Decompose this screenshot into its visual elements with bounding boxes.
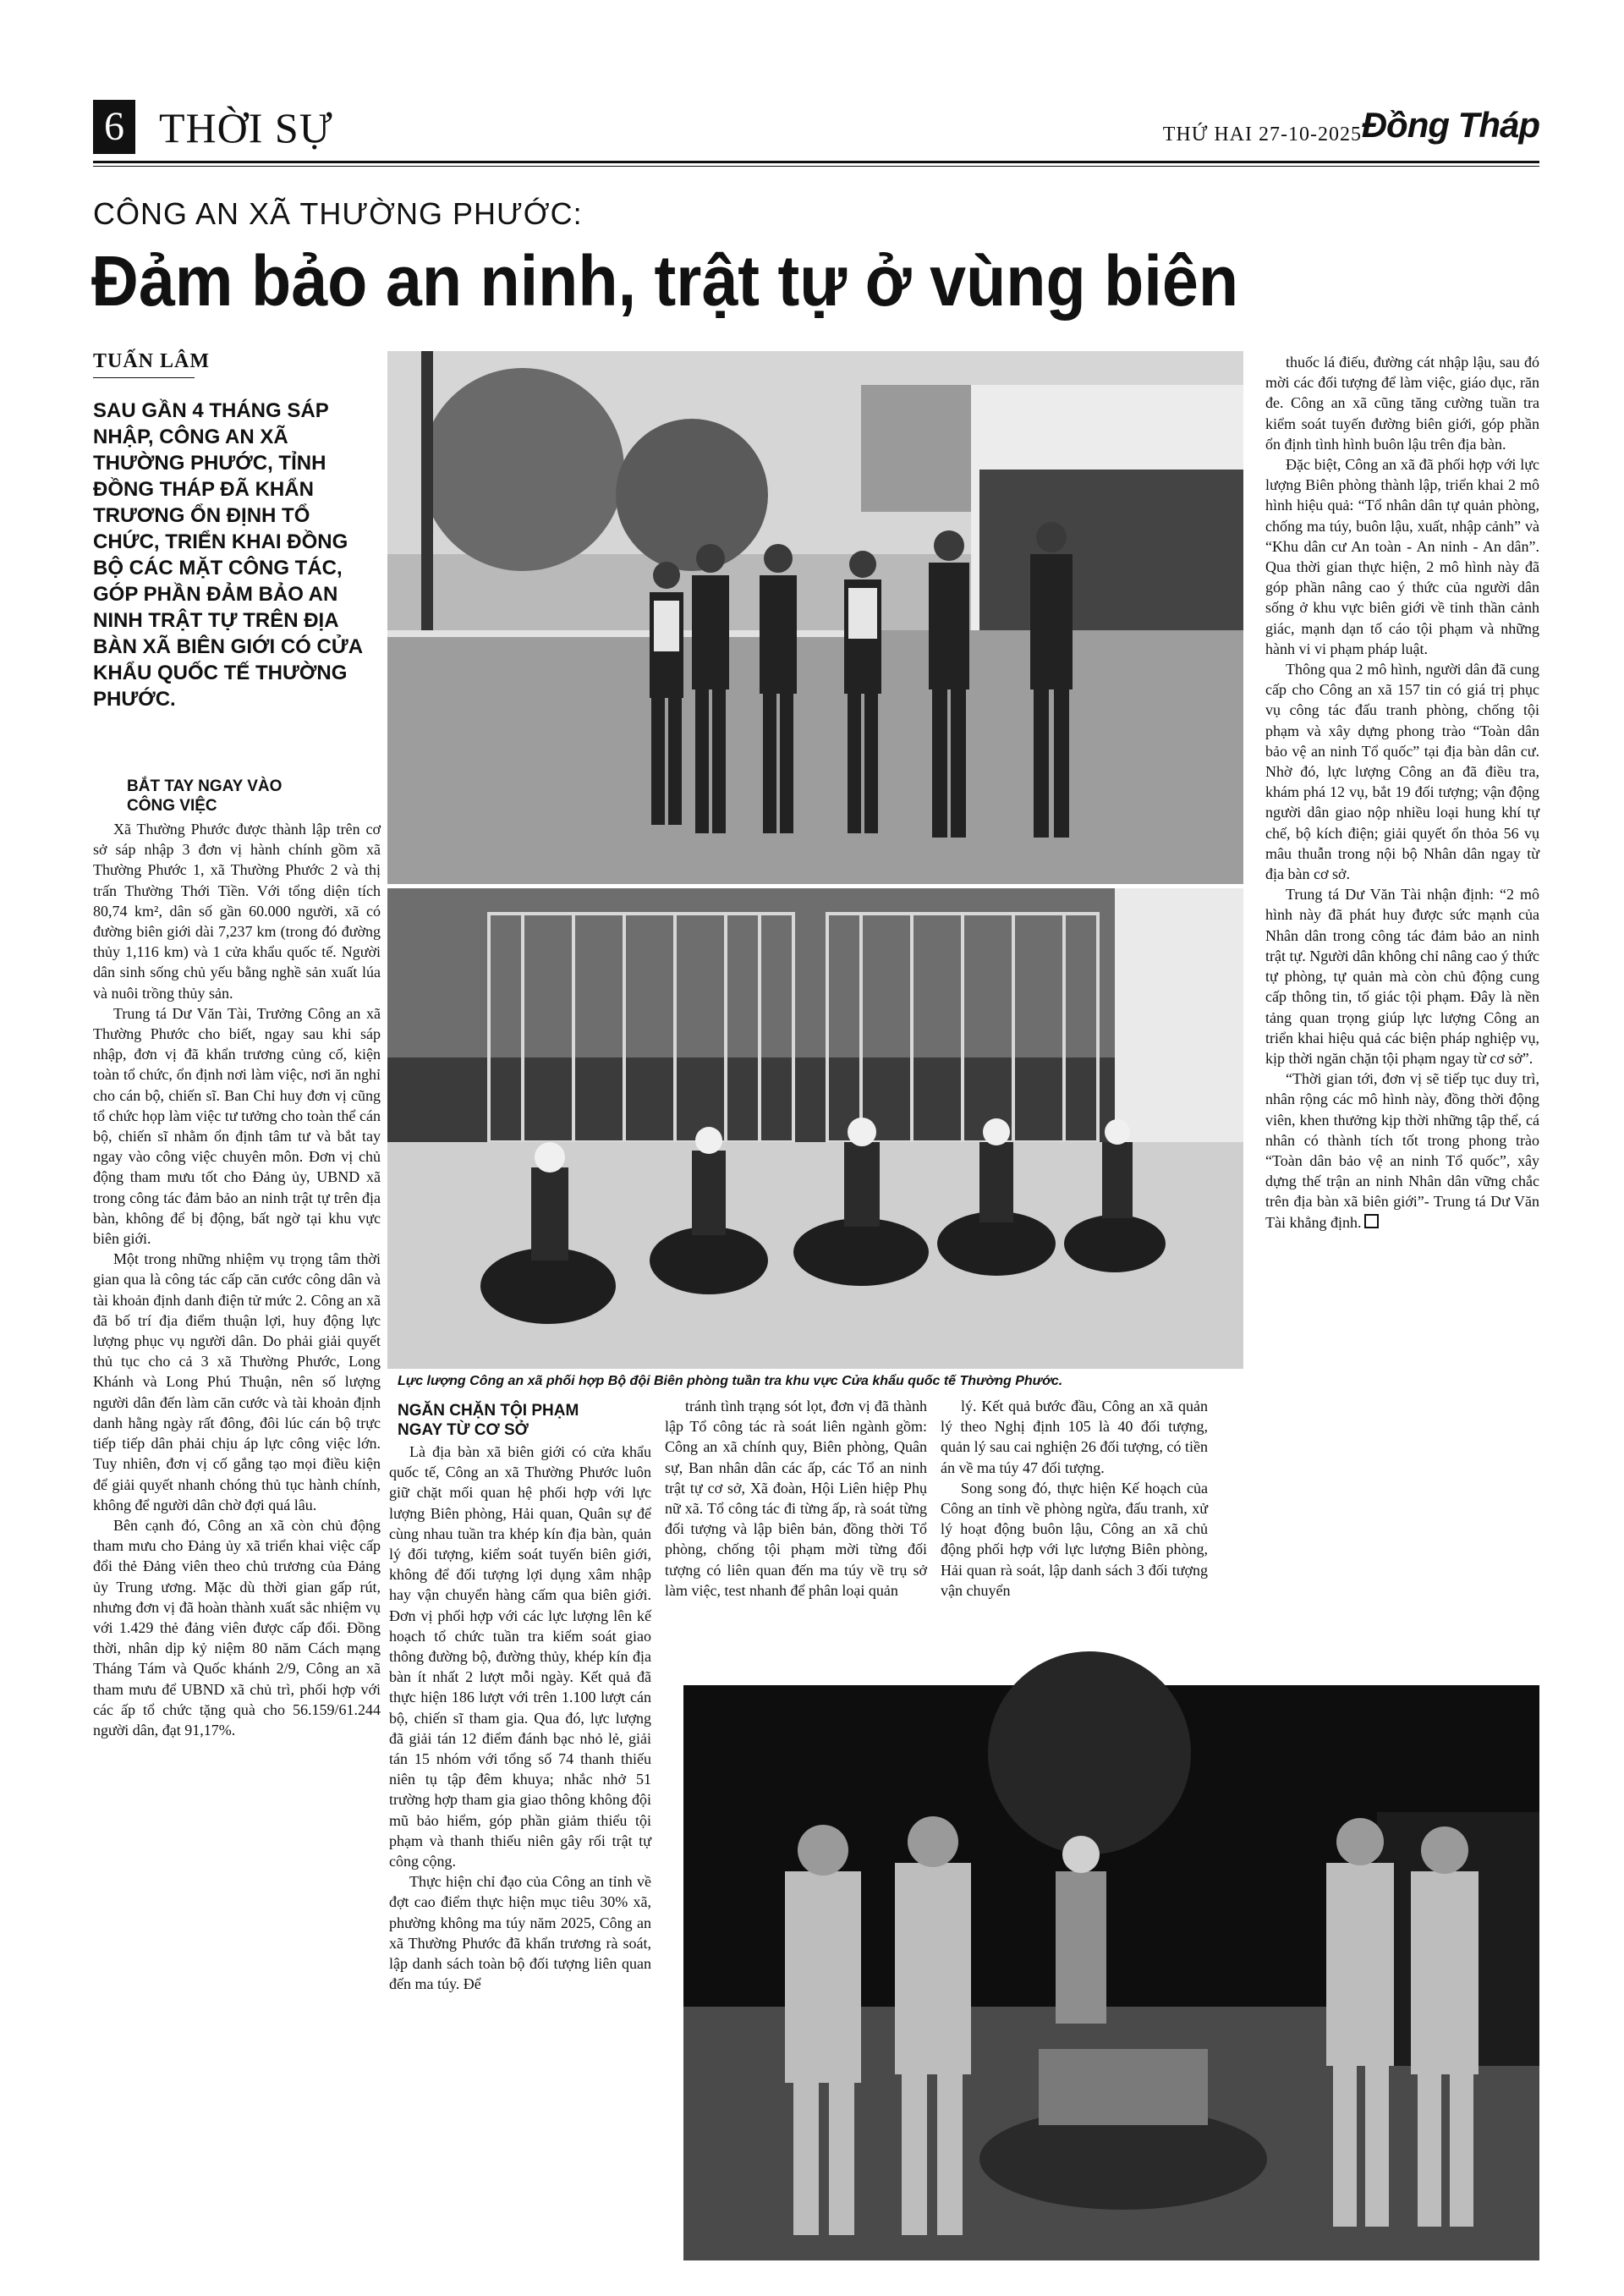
photo-motorbike-patrol: [387, 888, 1243, 1369]
paragraph: Đặc biệt, Công an xã đã phối hợp với lực lượng Biên phòng thành lập, triển khai 2 mô hình hiệu quả: “Tổ nhân dân tự quản phòng, chống ma túy, buôn lậu, xuất, nhập cảnh” và “Khu dân cư An toàn - An ninh - An dân”. Qua thời gian thực hiện, 2 mô hình này đã góp phần nâng cao ý thức của người dân sống ở khu vực biên giới về tinh thần cảnh giác, mạnh dạn tố cáo tội phạm và những hành vi vi phạm pháp luật.: [1265, 456, 1539, 657]
paragraph: Thực hiện chỉ đạo của Công an tỉnh về đợt cao điểm thực hiện mục tiêu 30% xã, phường không ma túy năm 2025, Công an xã Thường Phước đã khẩn trương rà soát, lập danh sách toàn bộ đối tượng liên quan đến ma túy. Để: [389, 1873, 651, 1993]
issue-date: THỨ HAI 27-10-2025: [1162, 124, 1362, 146]
masthead-rule-thin: [93, 166, 1539, 167]
paragraph: tránh tình trạng sót lọt, đơn vị đã thành lập Tổ công tác rà soát liên ngành gồm: Công an xã chính quy, Biên phòng, Quân sự, Ban nhân dân các ấp, các Tổ an ninh trật tự cơ sở, Xã đoàn, Hội Liên hiệp Phụ nữ xã. Tổ công tác đi từng ấp, rà soát từng đối tượng và lập biên bản, đồng thời Tổ phòng, chống tội phạm mời từng đối tượng có liên quan đến ma túy về trụ sở làm việc, test nhanh để phân loại quản: [665, 1398, 927, 1599]
paragraph: Thông qua 2 mô hình, người dân đã cung cấp cho Công an xã 157 tin có giá trị phục vụ công tác đấu tranh phòng, chống tội phạm và xây dựng phong trào “Toàn dân bảo vệ an ninh Tổ quốc” tại địa bàn dân cư. Nhờ đó, lực lượng Công an đã điều tra, khám phá 12 vụ, bắt 19 đối tượng; vận động người dân giao nộp nhiều loại hung khí tự chế, bộ kích điện; giải quyết ổn thỏa 56 vụ mâu thuẫn trong nội bộ Nhân dân ngay từ địa bàn cơ sở.: [1265, 661, 1539, 883]
paragraph: Trung tá Dư Văn Tài, Trưởng Công an xã Thường Phước cho biết, ngay sau khi sáp nhập, đơn vị đã khẩn trương củng cố, kiện toàn tổ chức, ổn định nơi làm việc, nơi ăn nghỉ cho cán bộ, chiến sĩ. Ban Chỉ huy đơn vị cũng tổ chức họp làm việc tư tưởng cho toàn thể cán bộ, chiến sĩ nhằm ổn định tâm tư và bắt tay ngay vào công việc chuyên môn. Đơn vị chủ động tham mưu tốt cho Đảng ủy, UBND xã trong công tác đảm bảo an ninh trật tự trên địa bàn, không để bị động, bất ngờ tại khu vực biên giới.: [93, 1004, 381, 1248]
masthead-rule: [93, 161, 1539, 163]
paragraph: Là địa bàn xã biên giới có cửa khẩu quốc tế, Công an xã Thường Phước luôn giữ chặt mối quan hệ phối hợp với lực lượng Biên phòng, Hải quan, Quân sự để cùng nhau tuần tra khép kín địa bàn, quản lý đối tượng, kiểm soát tuyến biên giới, không để đối tượng lợi dụng xâm nhập hay vận chuyển hàng cấm qua biên giới. Đơn vị phối hợp với các lực lượng lên kế hoạch tổ chức tuần tra kiểm soát giao thông đường bộ, đường thủy, khép kín địa bàn ít nhất 2 lượt mỗi ngày. Kết quả đã thực hiện 186 lượt với trên 1.100 lượt cán bộ, chiến sĩ tham gia. Qua đó, lực lượng đã giải tán 12 điểm đánh bạc nhỏ lẻ, giải tán 15 nhóm với tổng số 74 thanh thiếu niên tụ tập đêm khuya; nhắc nhở 51 trường hợp tham gia giao thông không đội mũ bảo hiểm, góp phần giảm thiểu tội phạm và thanh thiếu niên gây rối trật tự công cộng.: [389, 1443, 651, 1870]
photo-officers-at-border-gate: [387, 351, 1243, 884]
paragraph: Bên cạnh đó, Công an xã còn chủ động tham mưu cho Đảng ủy xã triển khai việc cấp đổi thẻ Đảng viên theo chủ trương của Đảng ủy Trung ương. Mặc dù thời gian gấp rút, nhưng đơn vị đã hoàn thành xuất sắc nhiệm vụ với 1.429 thẻ đảng viên được cấp đổi. Đồng thời, nhân dịp kỷ niệm 80 năm Cách mạng Tháng Tám và Quốc khánh 2/9, Công an xã tham mưu để UBND xã chủ trì, phối hợp với các ấp tổ chức tặng quà cho 56.159/61.244 người dân, đạt 91,17%.: [93, 1516, 381, 1738]
subhead-2: NGĂN CHẶN TỘI PHẠM NGAY TỪ CƠ SỞ: [398, 1402, 579, 1439]
paragraph: Trung tá Dư Văn Tài nhận định: “2 mô hình này đã phát huy được sức mạnh của Nhân dân trong công tác đảm bảo an ninh trật tự. Người dân không chỉ nâng cao ý thức tự phòng, tự quản mà còn chủ động cung cấp thông tin, tố giác tội phạm. Đây là nền tảng quan trọng giúp lực lượng Công an triển khai hiệu quả các biện pháp nghiệp vụ, kịp thời ngăn chặn tội phạm ngay từ cơ sở”.: [1265, 886, 1539, 1067]
article-kicker: CÔNG AN XÃ THƯỜNG PHƯỚC:: [93, 196, 583, 231]
article-column-5: [1265, 352, 1539, 1672]
photo-caption: Lực lượng Công an xã phối hợp Bộ đội Biên phòng tuần tra khu vực Cửa khẩu quốc tế Thường Phước.: [398, 1374, 1063, 1388]
paragraph: thuốc lá điếu, đường cát nhập lậu, sau đó mời các đối tượng để làm việc, giáo dục, răn đe. Công an xã cũng tăng cường tuần tra kiểm soát tuyến đường biên giới, góp phần ổn định tình hình buôn lậu trên địa bàn.: [1265, 354, 1539, 453]
article-column-2: [389, 1442, 651, 2271]
section-title: THỜI SỰ: [159, 104, 333, 151]
article-author: TUẤN LÂM: [93, 350, 210, 372]
paragraph: Song song đó, thực hiện Kế hoạch của Công an tỉnh về phòng ngừa, đấu tranh, xử lý hoạt động buôn lậu, Công an xã chủ động phối hợp với lực lượng Biên phòng, Hải quan rà soát, lập danh sách 3 đối tượng vận chuyển: [941, 1479, 1208, 1599]
paragraph: Một trong những nhiệm vụ trọng tâm thời gian qua là công tác cấp căn cước công dân và tài khoản định danh điện tử mức 2. Công an xã đã bố trí địa điểm thuận lợi, huy động lực lượng phục vụ người dân. Do phải giải quyết thủ tục cho cả 3 xã Thường Phước, Long Khánh và Long Phú Thuận, nên số lượng người dân đến làm căn cước và tài khoản định danh hằng ngày rất đông, đôi lúc cán bộ trực tiếp tiếp dân phải chịu áp lực công việc lớn. Tuy nhiên, đơn vị cố gắng tạo mọi điều kiện để giải quyết nhanh chóng thủ tục hành chính, không để người dân chờ đợi quá lâu.: [93, 1250, 381, 1513]
article-column-4: [941, 1396, 1208, 1599]
article-column-1: [93, 819, 381, 2257]
paragraph: “Thời gian tới, đơn vị sẽ tiếp tục duy trì, nhân rộng các mô hình này, đồng thời động viên, khen thưởng kịp thời những tập thể, cá nhân có thành tích tốt trong phong trào “Toàn dân bảo vệ an ninh Tổ quốc”, xây dựng thế trận an ninh Nhân dân vững chắc trên địa bàn xã biên giới”- Trung tá Dư Văn Tài khẳng định.: [1265, 1070, 1539, 1231]
paragraph: lý. Kết quả bước đầu, Công an xã quản lý theo Nghị định 105 là 40 đối tượng, quản lý sau cai nghiện 26 đối tượng, có tiền án về ma túy 47 đối tượng.: [941, 1398, 1208, 1476]
article-headline: Đảm bảo an ninh, trật tự ở vùng biên: [91, 241, 1239, 321]
end-mark-icon: [1364, 1214, 1379, 1228]
masthead: [93, 100, 1539, 159]
article-column-3: [665, 1396, 927, 1599]
author-rule: [93, 377, 195, 378]
paragraph: Xã Thường Phước được thành lập trên cơ sở sáp nhập 3 đơn vị hành chính gồm xã Thường Phước 1, xã Thường Phước 2 và thị trấn Thường Thới Tiền. Với tổng diện tích 80,74 km², dân số gần 60.000 người, xã có đường biên giới dài 7,237 km (trong đó đường thủy 1,116 km) và 1 cửa khẩu quốc tế. Người dân sinh sống chủ yếu bằng nghề sản xuất lúa và nuôi trồng thủy sản.: [93, 821, 381, 1002]
article-sapo: SAU GẦN 4 THÁNG SÁP NHẬP, CÔNG AN XÃ THƯỜNG PHƯỚC, TỈNH ĐỒNG THÁP ĐÃ KHẨN TRƯƠNG ỔN ĐỊNH TỔ CHỨC, TRIỂN KHAI ĐỒNG BỘ CÁC MẶT CÔNG TÁC, GÓP PHẦN ĐẢM BẢO AN NINH TRẬT TỰ TRÊN ĐỊA BÀN XÃ BIÊN GIỚI CÓ CỬA KHẨU QUỐC TẾ THƯỜNG PHƯỚC.: [93, 399, 363, 711]
subhead-1: BẮT TAY NGAY VÀO CÔNG VIỆC: [127, 777, 283, 815]
page-number: 6: [93, 100, 135, 154]
photo-night-inspection: [683, 1685, 1539, 2260]
publication-logo: Đồng Tháp: [1361, 105, 1539, 145]
